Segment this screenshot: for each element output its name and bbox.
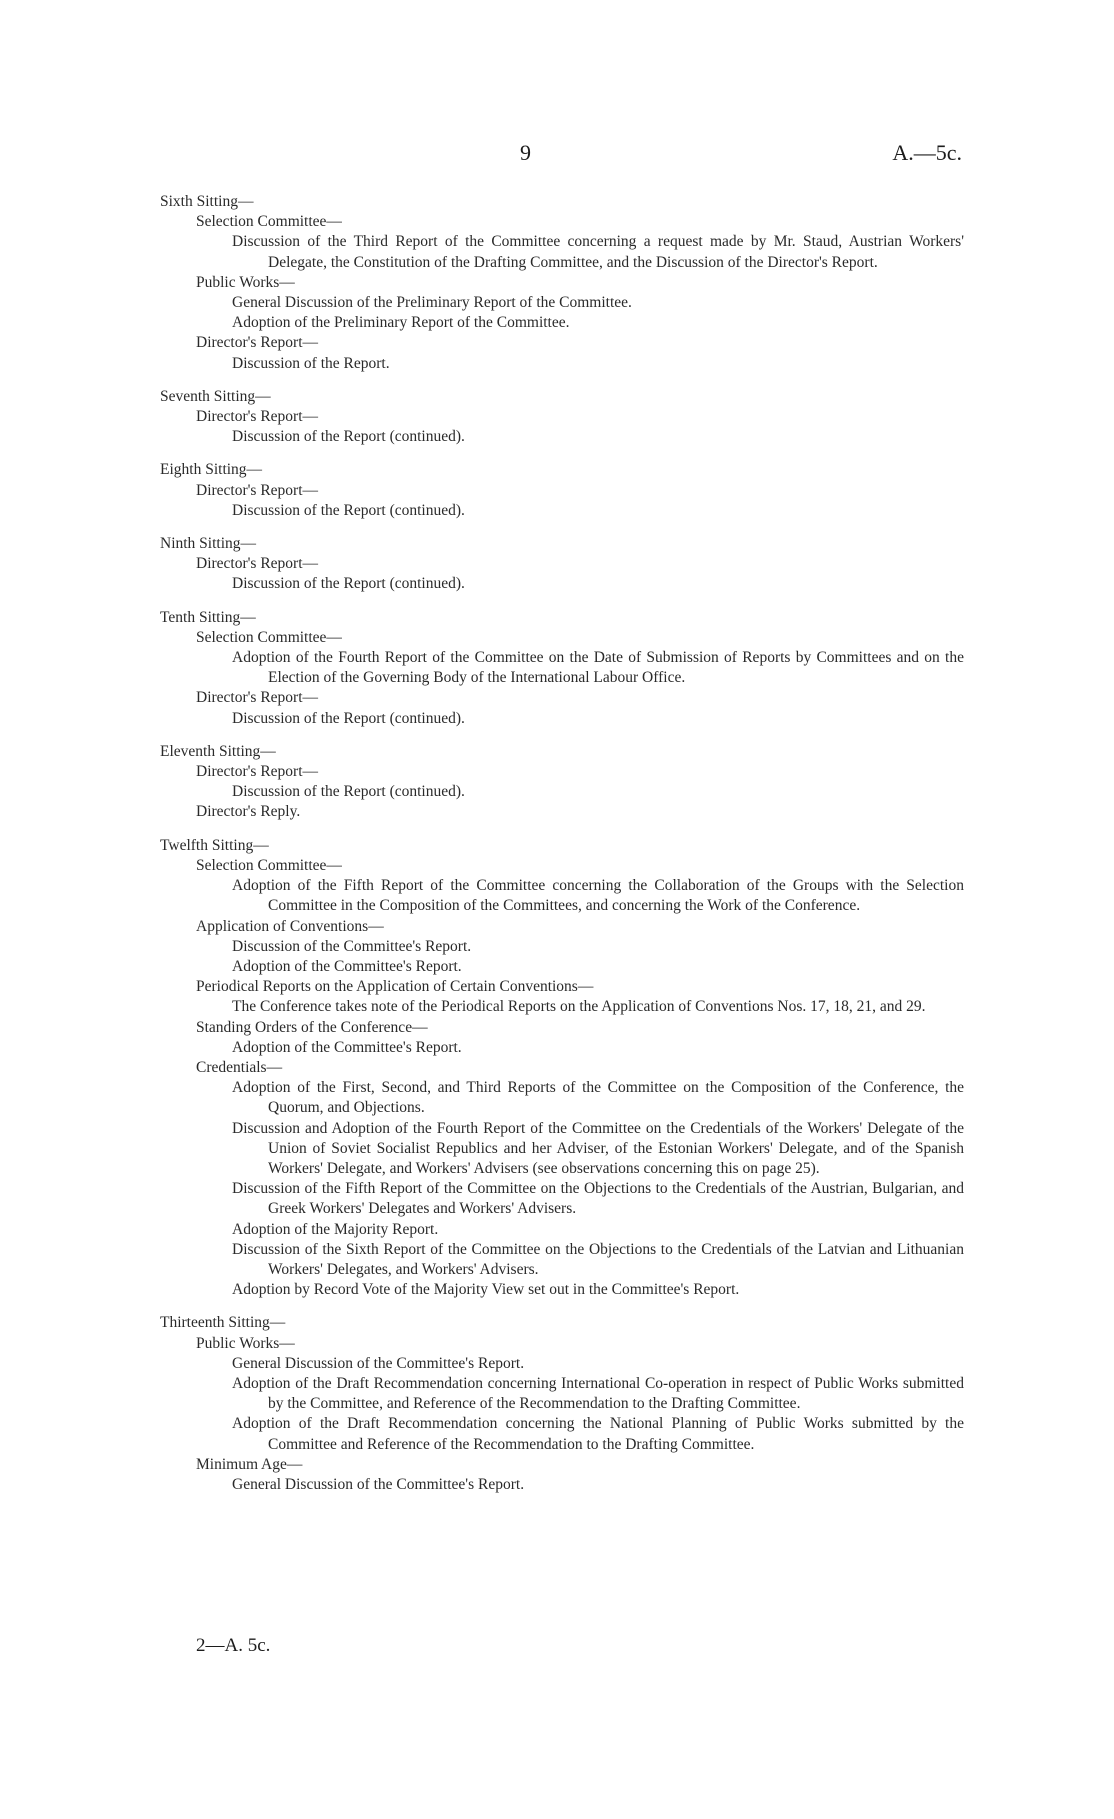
sitting	[160, 460, 964, 521]
section-group	[160, 688, 964, 728]
agenda-item: Discussion of the Sixth Report of the Committee on the Objections to the Credentials of the Latvian and Lithuanian Workers' Delegates, and Workers' Advisers.	[232, 1240, 964, 1278]
sitting	[160, 742, 964, 823]
agenda-item: Discussion of the Report (continued).	[232, 783, 465, 801]
document-code: A.—5c.	[892, 140, 962, 165]
agenda-item: Discussion of the Committee's Report.	[232, 937, 472, 955]
section-heading: Minimum Age—	[196, 1455, 303, 1473]
section-group	[160, 333, 964, 373]
section-group	[160, 628, 964, 689]
section-heading: Credentials—	[196, 1058, 283, 1076]
section-group	[160, 212, 964, 273]
agenda-item: Adoption of the Committee's Report.	[232, 1038, 462, 1056]
sitting	[160, 387, 964, 448]
section-heading: Director's Report—	[196, 763, 319, 781]
sitting	[160, 836, 964, 1301]
agenda-item: Discussion of the Report (continued).	[232, 709, 465, 727]
sitting-title: Twelfth Sitting—	[160, 836, 269, 854]
agenda-item: Discussion of the Report (continued).	[232, 575, 465, 593]
section-heading: Director's Report—	[196, 689, 319, 707]
agenda-item: Discussion of the Report (continued).	[232, 428, 465, 446]
section-group	[160, 481, 964, 521]
section-group	[160, 802, 964, 822]
agenda-item: Adoption by Record Vote of the Majority View set out in the Committee's Report.	[232, 1281, 740, 1299]
agenda-item: Discussion of the Report (continued).	[232, 501, 465, 519]
section-group	[160, 917, 964, 978]
agenda-item: Discussion and Adoption of the Fourth Report of the Committee on the Credentials of the Workers' Delegate of the Union of Soviet Socialist Republics and her Adviser, of the Estonian Workers' Delegate, and of the Spanish Workers' Delegate, and Workers' Advisers (see observations concerning this on page 25).	[232, 1119, 964, 1177]
section-heading: Periodical Reports on the Application of Certain Conventions—	[196, 978, 594, 996]
agenda-item: Adoption of the Committee's Report.	[232, 957, 462, 975]
section-heading: Application of Conventions—	[196, 917, 384, 935]
section-heading: Public Works—	[196, 1334, 295, 1352]
agenda-item: Discussion of the Fifth Report of the Committee on the Objections to the Credentials of the Austrian, Bulgarian, and Greek Workers' Delegates and Workers' Advisers.	[232, 1180, 964, 1218]
page-number: 9	[520, 140, 531, 165]
agenda-item: Discussion of the Third Report of the Committee concerning a request made by Mr. Staud, Austrian Workers' Delegate, the Constitution of the Drafting Committee, and the Discussion of the Director's Report.	[232, 233, 964, 271]
sitting-title: Thirteenth Sitting—	[160, 1314, 286, 1332]
agenda-item: Adoption of the Majority Report.	[232, 1220, 439, 1238]
sitting	[160, 534, 964, 595]
sitting-title: Sixth Sitting—	[160, 193, 254, 210]
section-group	[160, 554, 964, 594]
sitting-title: Tenth Sitting—	[160, 608, 256, 626]
sitting	[160, 1313, 964, 1495]
sitting-title: Ninth Sitting—	[160, 535, 257, 553]
section-group	[160, 762, 964, 802]
section-group	[160, 273, 964, 334]
section-heading: Selection Committee—	[196, 628, 342, 646]
agenda-item: Discussion of the Report.	[232, 354, 390, 372]
sitting	[160, 192, 964, 374]
sitting-title: Seventh Sitting—	[160, 387, 271, 405]
agenda-item: Adoption of the Draft Recommendation concerning the National Planning of Public Works submitted by the Committee and Reference of the Recommendation to the Drafting Committee.	[232, 1415, 964, 1453]
section-group	[160, 407, 964, 447]
sitting-title: Eleventh Sitting—	[160, 742, 276, 760]
section-heading: Selection Committee—	[196, 213, 342, 231]
section-heading: Public Works—	[196, 273, 295, 291]
section-group	[160, 1455, 964, 1495]
sitting	[160, 608, 964, 729]
section-heading: Director's Report—	[196, 408, 319, 426]
agenda-item: Adoption of the First, Second, and Third Reports of the Committee on the Composition of the Conference, the Quorum, and Objections.	[232, 1079, 964, 1117]
section-heading: Director's Report—	[196, 555, 319, 573]
section-heading: Director's Report—	[196, 481, 319, 499]
section-group	[160, 1018, 964, 1058]
section-heading: Director's Report—	[196, 334, 319, 352]
agenda-item: General Discussion of the Committee's Report.	[232, 1475, 525, 1493]
sittings-list	[160, 192, 964, 1508]
footer-code: 2—A. 5c.	[196, 1635, 271, 1656]
agenda-item: General Discussion of the Committee's Report.	[232, 1354, 525, 1372]
sitting-title: Eighth Sitting—	[160, 461, 263, 479]
section-group	[160, 856, 964, 917]
agenda-item: The Conference takes note of the Periodical Reports on the Application of Conventions Nos. 17, 18, 21, and 29.	[232, 998, 926, 1016]
section-heading: Selection Committee—	[196, 856, 342, 874]
agenda-item: Adoption of the Draft Recommendation concerning International Co-operation in respect of Public Works submitted by the Committee, and Reference of the Recommendation to the Drafting Committee.	[232, 1374, 964, 1413]
section-heading: Standing Orders of the Conference—	[196, 1018, 428, 1036]
agenda-item: Adoption of the Preliminary Report of the Committee.	[232, 314, 570, 332]
agenda-item: Adoption of the Fifth Report of the Committee concerning the Collaboration of the Groups with the Selection Committee in the Composition of the Committees, and concerning the Work of the Conference.	[232, 877, 964, 915]
section-group	[160, 1058, 964, 1300]
section-group	[160, 1334, 964, 1455]
agenda-item: Adoption of the Fourth Report of the Committee on the Date of Submission of Reports by Committees and on the Election of the Governing Body of the International Labour Office.	[232, 649, 964, 687]
section-heading: Director's Reply.	[196, 803, 301, 821]
agenda-item: General Discussion of the Preliminary Report of the Committee.	[232, 294, 632, 312]
section-group	[160, 977, 964, 1017]
